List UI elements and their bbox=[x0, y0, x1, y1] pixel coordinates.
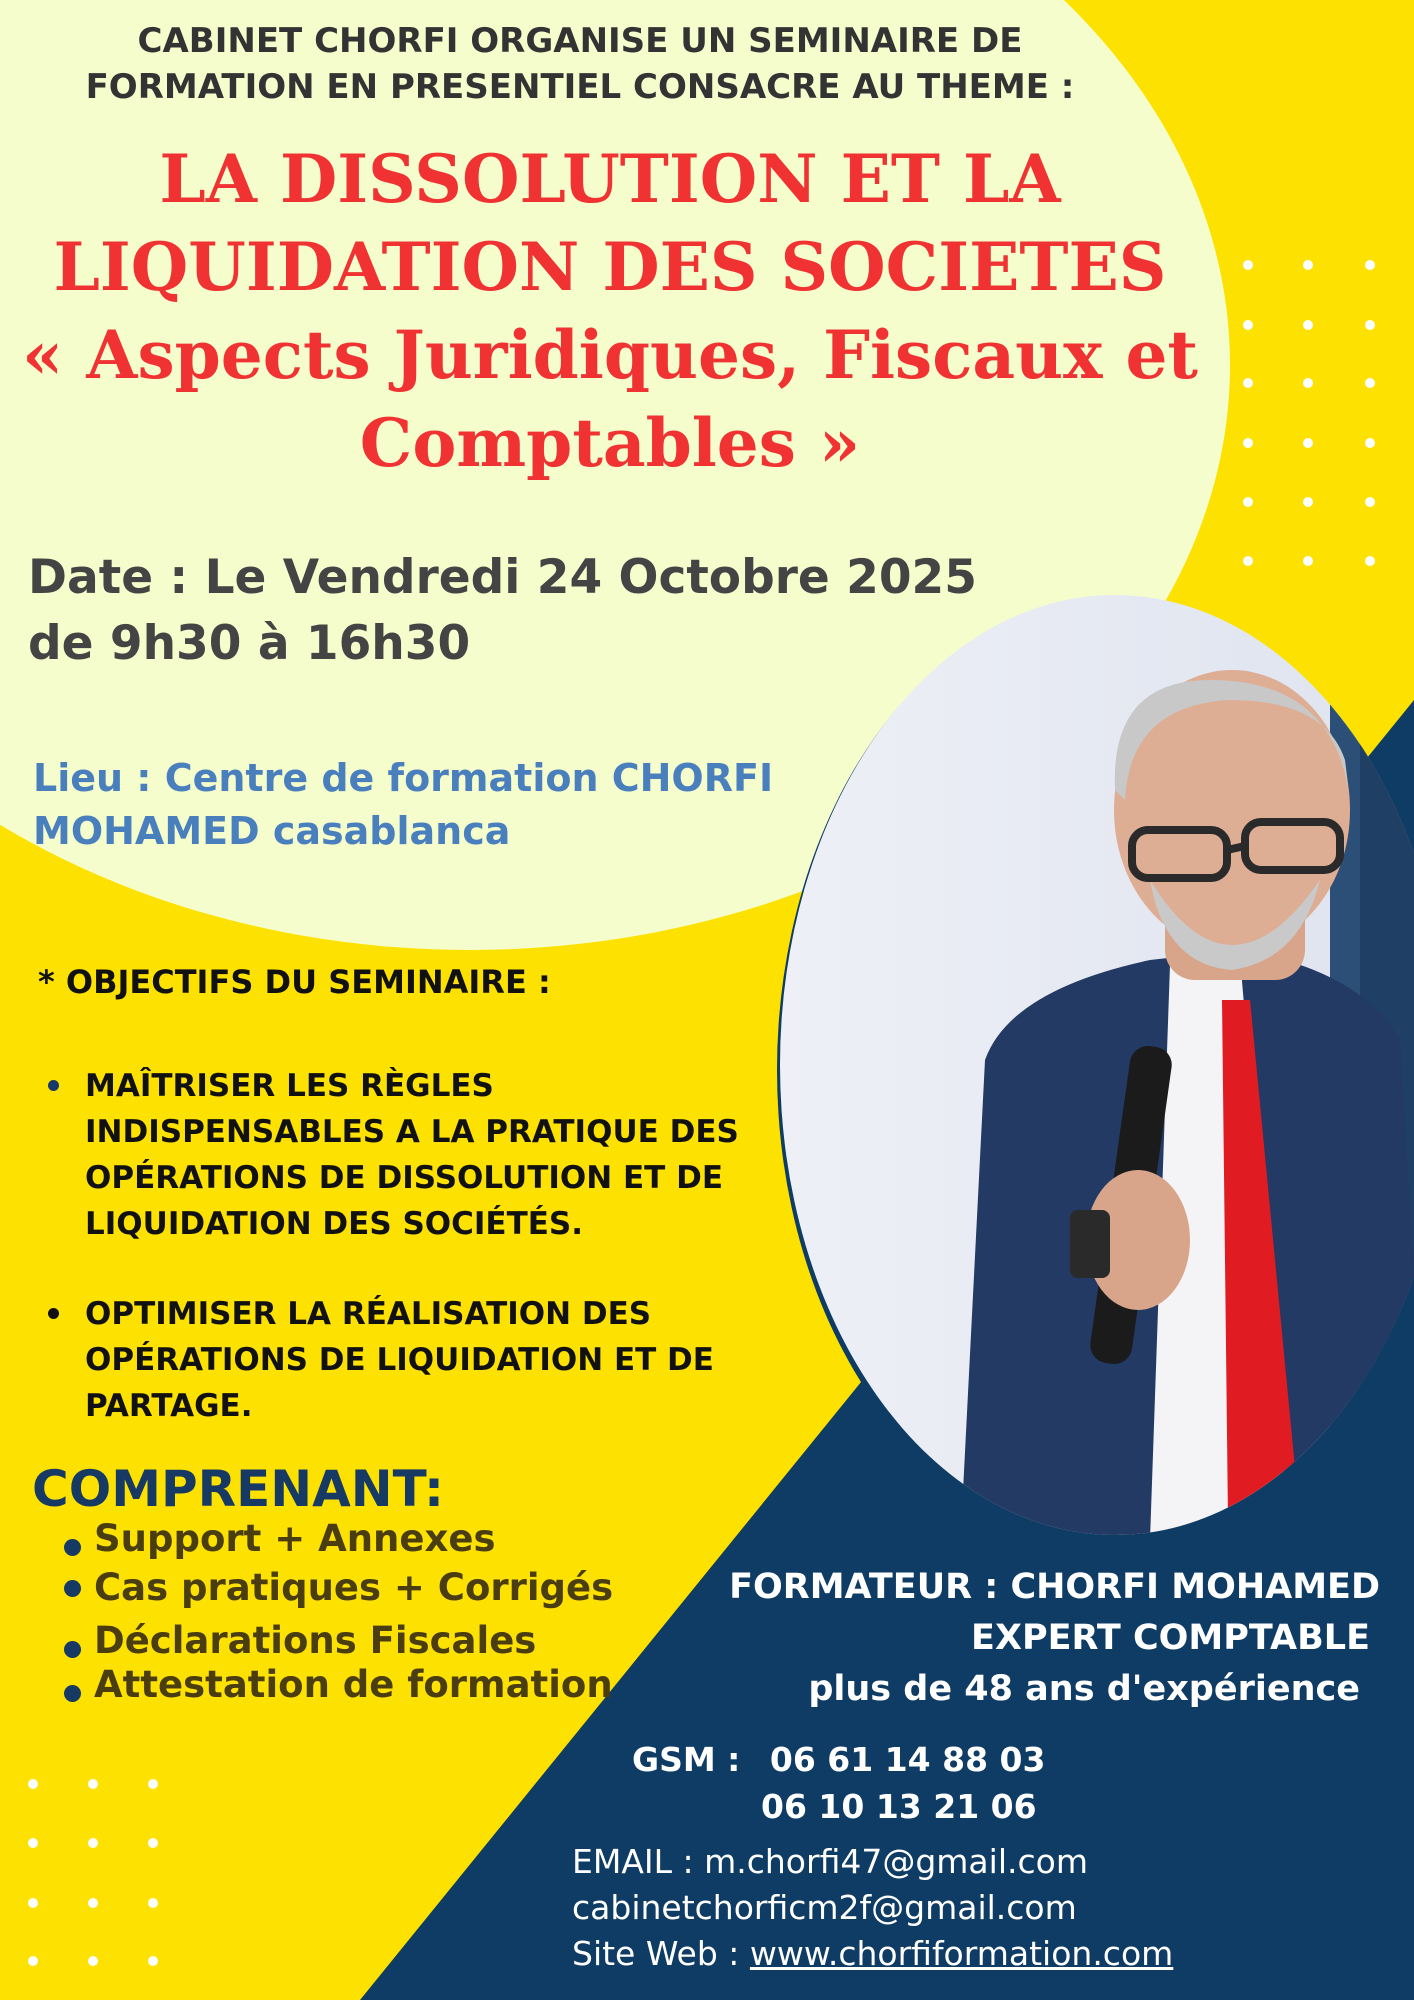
email-line-1[interactable]: EMAIL : m.chorfi47@gmail.com bbox=[572, 1842, 1088, 1881]
website-line bbox=[572, 1934, 1173, 1973]
event-location bbox=[33, 752, 773, 858]
website-label: Site Web : bbox=[572, 1934, 740, 1973]
bullet-icon bbox=[64, 1539, 81, 1556]
list-item bbox=[60, 1619, 613, 1663]
trainer-name: FORMATEUR : CHORFI MOHAMED bbox=[729, 1567, 1380, 1607]
objective-text: OPTIMISER LA RÉALISATION DES OPÉRATIONS DE LIQUIDATION ET DE PARTAGE. bbox=[85, 1296, 714, 1424]
trainer-title: EXPERT COMPTABLE bbox=[971, 1618, 1370, 1658]
title-line-2: LIQUIDATION DES SOCIETES bbox=[53, 228, 1167, 306]
comprenant-list bbox=[60, 1517, 613, 1712]
title-line-3: « Aspects Juridiques, Fiscaux et bbox=[22, 316, 1198, 394]
objectives-list bbox=[38, 1063, 798, 1473]
trainer-info bbox=[700, 1562, 1380, 1715]
gsm-number-2[interactable]: 06 10 13 21 06 bbox=[761, 1787, 1037, 1826]
gsm-line-1 bbox=[632, 1740, 1045, 1779]
list-item bbox=[38, 1063, 798, 1247]
bullet-icon bbox=[64, 1641, 81, 1658]
comprenant-title: COMPRENANT: bbox=[32, 1460, 445, 1518]
objective-text: MAÎTRISER LES RÈGLES INDISPENSABLES A LA PRATIQUE DES OPÉRATIONS DE DISSOLUTION ET DE LIQUIDATION DES SOCIÉTÉS. bbox=[85, 1068, 739, 1242]
list-item bbox=[60, 1663, 613, 1712]
title-line-1: LA DISSOLUTION ET LA bbox=[159, 140, 1061, 218]
gsm-number-1[interactable]: 06 61 14 88 03 bbox=[769, 1740, 1046, 1779]
event-date bbox=[28, 545, 977, 677]
title-line-4: Comptables » bbox=[359, 404, 861, 482]
comprenant-text: Cas pratiques + Corrigés bbox=[94, 1566, 614, 1609]
list-item bbox=[60, 1566, 613, 1619]
trainer-experience: plus de 48 ans d'expérience bbox=[808, 1669, 1360, 1709]
lieu-line-1: Lieu : Centre de formation CHORFI bbox=[33, 756, 774, 800]
header-intro bbox=[40, 18, 1120, 110]
date-line: Date : Le Vendredi 24 Octobre 2025 bbox=[28, 550, 977, 605]
website-link[interactable]: www.chorfiformation.com bbox=[749, 1934, 1174, 1973]
gsm-label: GSM : bbox=[632, 1740, 741, 1779]
objectives-title: * OBJECTIFS DU SEMINAIRE : bbox=[38, 963, 551, 1001]
header-line-1: CABINET CHORFI ORGANISE UN SEMINAIRE DE bbox=[137, 21, 1023, 61]
seminar-title bbox=[20, 135, 1200, 487]
bullet-icon bbox=[48, 1308, 59, 1319]
lieu-line-2: MOHAMED casablanca bbox=[33, 809, 511, 853]
email-line-2[interactable]: cabinetchorficm2f@gmail.com bbox=[572, 1888, 1077, 1927]
bullet-icon bbox=[48, 1080, 59, 1091]
bullet-icon bbox=[64, 1685, 81, 1702]
bullet-icon bbox=[64, 1580, 81, 1597]
time-line: de 9h30 à 16h30 bbox=[28, 616, 471, 671]
comprenant-text: Attestation de formation bbox=[94, 1663, 613, 1706]
list-item bbox=[60, 1517, 613, 1566]
comprenant-text: Support + Annexes bbox=[94, 1517, 496, 1560]
comprenant-text: Déclarations Fiscales bbox=[94, 1619, 537, 1662]
list-item bbox=[38, 1291, 798, 1429]
header-line-2: FORMATION EN PRESENTIEL CONSACRE AU THEME : bbox=[85, 67, 1075, 107]
